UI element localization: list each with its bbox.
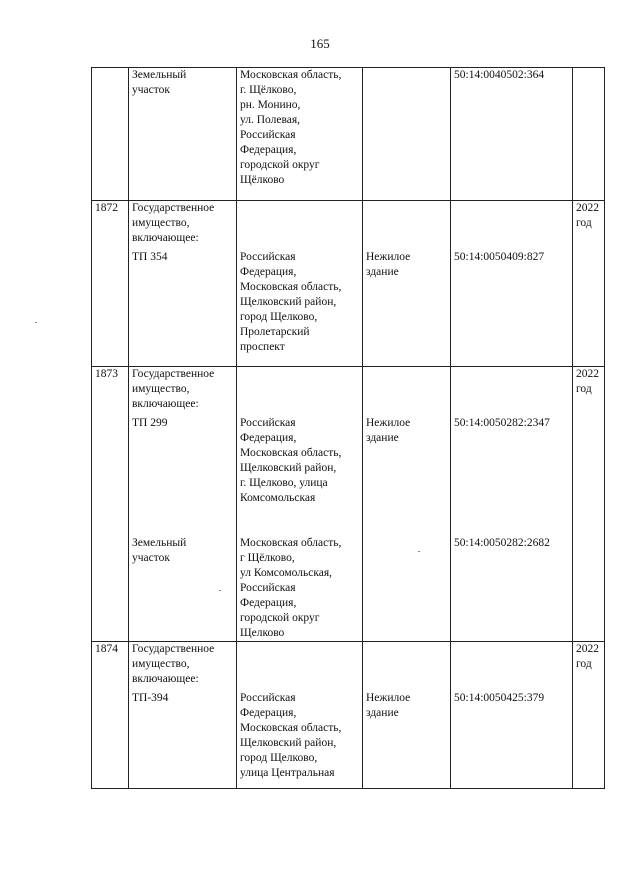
- cell-line: г. Щёлково,: [240, 84, 297, 96]
- cadastral-number: 50:14:0050282:2682: [454, 537, 550, 549]
- row-number: 1874: [95, 643, 118, 655]
- spacer: [454, 642, 569, 691]
- cell-line: Московская область,: [240, 447, 342, 459]
- spacer: [454, 367, 569, 416]
- spacer: [454, 431, 569, 536]
- cell-line: участок: [132, 552, 170, 564]
- cell-line: проспект: [240, 341, 285, 353]
- cell-line: здание: [366, 266, 399, 278]
- cell-type: [363, 201, 451, 367]
- cell-line: имущество,: [132, 383, 190, 395]
- cell-line: Нежилое: [366, 417, 411, 429]
- cell-type: [363, 367, 451, 642]
- cell-line: 2022: [576, 368, 599, 380]
- cell-line: Федерация,: [240, 597, 297, 609]
- spacer: [240, 367, 359, 416]
- cell-type: [363, 642, 451, 789]
- cell-year: [573, 201, 605, 367]
- cell-name: [129, 201, 237, 367]
- scan-speck: [219, 590, 221, 591]
- cell-line: участок: [132, 84, 170, 96]
- cell-addr: [237, 201, 363, 367]
- cell-line: Федерация,: [240, 144, 297, 156]
- cell-no: [92, 68, 129, 201]
- table-row: [92, 68, 605, 201]
- cell-line: ул Комсомольская,: [240, 567, 333, 579]
- cell-line: рн. Монино,: [240, 99, 301, 111]
- cell-line: 2022: [576, 202, 599, 214]
- cell-addr: [237, 367, 363, 642]
- cell-cad: [451, 642, 573, 789]
- cell-line: город Щелково,: [240, 752, 318, 764]
- cadastral-number: 50:14:0040502:364: [454, 69, 545, 81]
- cell-line: городской округ: [240, 159, 320, 171]
- spacer: [366, 446, 447, 536]
- cell-cad: [451, 367, 573, 642]
- cell-line: 2022: [576, 643, 599, 655]
- spacer: [454, 201, 569, 250]
- cell-line: здание: [366, 707, 399, 719]
- cadastral-number: 50:14:0050425:379: [454, 692, 545, 704]
- cell-no: [92, 201, 129, 367]
- cell-line: улица Центральная: [240, 767, 335, 779]
- cell-name: [129, 367, 237, 642]
- cell-line: Московская область,: [240, 537, 342, 549]
- spacer: [366, 367, 447, 416]
- cell-line: Государственное: [132, 643, 215, 655]
- cell-name: [129, 68, 237, 201]
- cell-line: год: [576, 658, 592, 670]
- cell-line: Государственное: [132, 202, 215, 214]
- cell-line: Земельный: [132, 69, 187, 81]
- cell-line: ТП 299: [132, 417, 168, 429]
- row-number: 1872: [95, 202, 118, 214]
- spacer: [240, 201, 359, 250]
- cell-line: Российская: [240, 692, 296, 704]
- cell-addr: [237, 68, 363, 201]
- cell-line: Российская: [240, 582, 296, 594]
- spacer: [132, 431, 233, 536]
- cell-line: ТП-394: [132, 692, 169, 704]
- cadastral-number: 50:14:0050409:827: [454, 251, 545, 263]
- cell-line: Московская область,: [240, 281, 342, 293]
- cell-cad: [451, 201, 573, 367]
- cell-line: включающее:: [132, 398, 199, 410]
- cell-year: [573, 642, 605, 789]
- cell-line: включающее:: [132, 673, 199, 685]
- cell-line: Российская: [240, 129, 296, 141]
- spacer: [366, 642, 447, 691]
- cell-line: ул. Полевая,: [240, 114, 301, 126]
- cell-line: год: [576, 383, 592, 395]
- spacer: [240, 642, 359, 691]
- cell-line: Федерация,: [240, 266, 297, 278]
- cell-line: Щёлково: [240, 174, 285, 186]
- scan-speck: [35, 322, 37, 323]
- cell-line: Щелковский район,: [240, 296, 337, 308]
- table-body: [92, 68, 605, 789]
- cell-line: Щелково: [240, 627, 285, 639]
- cell-line: Федерация,: [240, 432, 297, 444]
- cell-line: имущество,: [132, 658, 190, 670]
- cell-line: Пролетарский: [240, 326, 310, 338]
- cadastral-number: 50:14:0050282:2347: [454, 417, 550, 429]
- cell-no: [92, 367, 129, 642]
- cell-line: Государственное: [132, 368, 215, 380]
- table-row: [92, 367, 605, 642]
- cell-line: Нежилое: [366, 251, 411, 263]
- cell-line: Московская область,: [240, 69, 342, 81]
- cell-line: городской округ: [240, 612, 320, 624]
- cell-no: [92, 642, 129, 789]
- cell-line: Комсомольская: [240, 492, 316, 504]
- cell-line: Земельный: [132, 537, 187, 549]
- property-register-table: [91, 67, 605, 789]
- cell-line: Федерация,: [240, 707, 297, 719]
- cell-year: [573, 367, 605, 642]
- cell-line: город Щелково,: [240, 311, 318, 323]
- cell-line: имущество,: [132, 217, 190, 229]
- spacer: [366, 201, 447, 250]
- cell-line: Нежилое: [366, 692, 411, 704]
- row-number: 1873: [95, 368, 118, 380]
- cell-line: ТП 354: [132, 251, 168, 263]
- cell-type: [363, 68, 451, 201]
- cell-line: Российская: [240, 251, 296, 263]
- cell-line: г. Щелково, улица: [240, 477, 328, 489]
- cell-line: год: [576, 217, 592, 229]
- cell-line: Московская область,: [240, 722, 342, 734]
- scan-speck: [418, 551, 420, 552]
- table-row: [92, 201, 605, 367]
- cell-year: [573, 68, 605, 201]
- cell-line: Щелковский район,: [240, 737, 337, 749]
- page-number: 165: [310, 36, 330, 51]
- cell-line: г Щёлково,: [240, 552, 295, 564]
- cell-line: включающее:: [132, 232, 199, 244]
- cell-name: [129, 642, 237, 789]
- cell-line: здание: [366, 432, 399, 444]
- cell-line: Российская: [240, 417, 296, 429]
- cell-addr: [237, 642, 363, 789]
- spacer: [240, 506, 359, 536]
- table-row: [92, 642, 605, 789]
- cell-cad: [451, 68, 573, 201]
- cell-line: Щелковский район,: [240, 462, 337, 474]
